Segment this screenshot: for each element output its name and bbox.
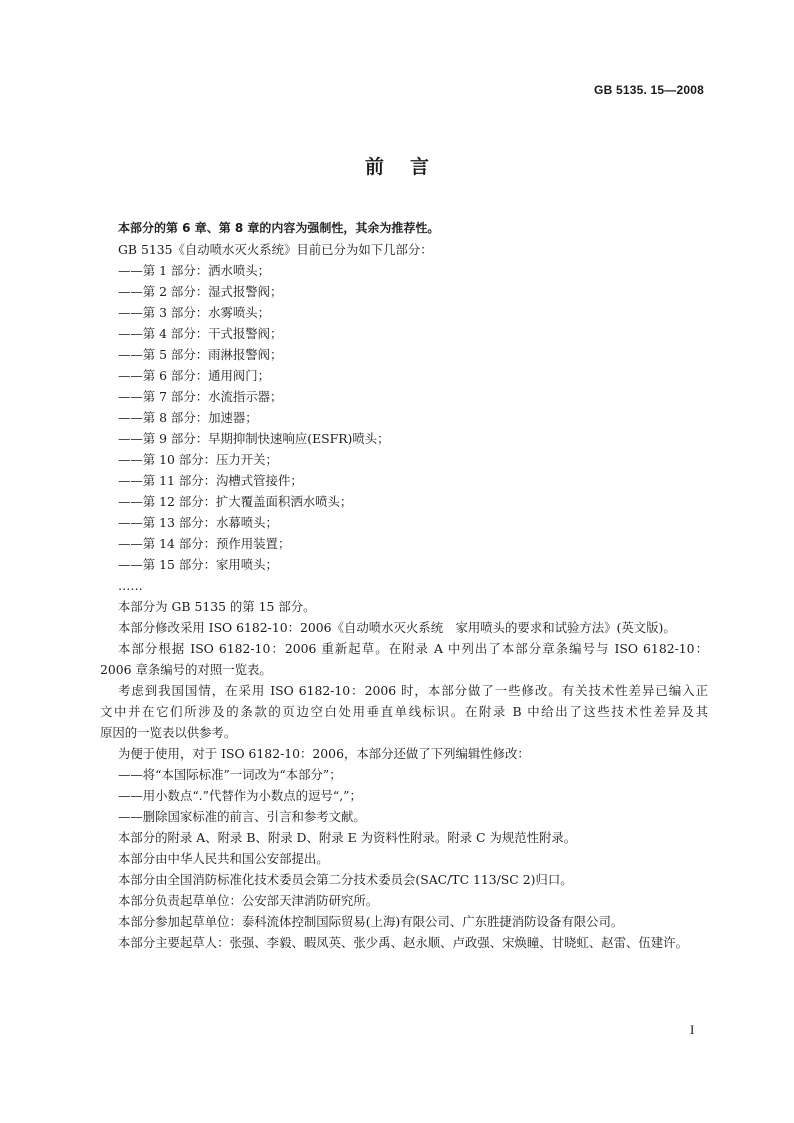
list-item: ——第 3 部分：水雾喷头； — [118, 305, 271, 320]
standard-code: GB 5135. 15—2008 — [594, 83, 704, 97]
list-item: ——第 13 部分：水幕喷头； — [118, 515, 278, 530]
list-item: ——将“本国际标准”一词改为“本部分”； — [118, 767, 342, 782]
national-conditions-line: 文中并在它们所涉及的条款的页边空白处用垂直单线标识。在附录 B 中给出了这些技术性差异及其 — [100, 704, 708, 719]
proposer-statement: 本部分由中华人民共和国公安部提出。 — [118, 851, 329, 866]
list-item: ——第 5 部分：雨淋报警阀； — [118, 347, 283, 362]
list-item: ——第 11 部分：沟槽式管接件； — [118, 473, 303, 488]
redraft-paragraph-line: 2006 章条编号的对照一览表。 — [100, 662, 272, 677]
participating-units-statement: 本部分参加起草单位：泰科流体控制国际贸易(上海)有限公司、广东胜捷消防设备有限公司。 — [118, 914, 624, 929]
list-item: ——第 6 部分：通用阀门； — [118, 368, 271, 383]
drafting-unit-statement: 本部分负责起草单位：公安部天津消防研究所。 — [118, 893, 379, 908]
list-item: ——第 15 部分：家用喷头； — [118, 557, 278, 572]
page-number: I — [690, 1022, 695, 1037]
document-body — [100, 218, 708, 953]
editorial-intro: 为便于使用，对于 ISO 6182-10：2006，本部分还做了下列编辑性修改： — [118, 746, 530, 761]
list-item: ——用小数点“.”代替作为小数点的逗号“,”； — [118, 788, 362, 803]
appendix-statement: 本部分的附录 A、附录 B、附录 D、附录 E 为资料性附录。附录 C 为规范性附录。 — [118, 830, 577, 845]
committee-statement: 本部分由全国消防标准化技术委员会第二分技术委员会(SAC/TC 113/SC 2)归口。 — [118, 872, 573, 887]
list-item: ——第 7 部分：水流指示器； — [118, 389, 283, 404]
parts-intro: GB 5135《自动喷水灭火系统》目前已分为如下几部分： — [118, 242, 433, 257]
closing-statements — [118, 827, 708, 953]
national-conditions-line: 原因的一览表以供参考。 — [100, 725, 237, 740]
list-item: ——第 10 部分：压力开关； — [118, 452, 278, 467]
list-item: ——第 1 部分：洒水喷头； — [118, 263, 271, 278]
drafters-statement: 本部分主要起草人：张强、李毅、暇凤英、张少禹、赵永顺、卢政强、宋焕瞳、甘晓虹、赵雷、伍建许。 — [118, 935, 688, 950]
list-item: ——第 4 部分：干式报警阀； — [118, 326, 283, 341]
parts-list — [118, 260, 708, 596]
list-item: ——第 9 部分：早期抑制快速响应(ESFR)喷头； — [118, 431, 390, 446]
mandatory-statement: 本部分的第 6 章、第 8 章的内容为强制性，其余为推荐性。 — [118, 221, 440, 235]
this-part-statement: 本部分为 GB 5135 的第 15 部分。 — [118, 599, 316, 614]
redraft-paragraph-line: 本部分根据 ISO 6182-10：2006 重新起草。在附录 A 中列出了本部分章条编号与 ISO 6182-10： — [118, 641, 708, 656]
list-item: ——第 8 部分：加速器； — [118, 410, 258, 425]
adoption-statement: 本部分修改采用 ISO 6182-10：2006《自动喷水灭火系统 家用喷头的要求和试验方法》(英文版)。 — [118, 620, 676, 635]
list-item: ——第 14 部分：预作用装置； — [118, 536, 291, 551]
list-item: ——第 2 部分：湿式报警阀； — [118, 284, 283, 299]
page-title: 前言 — [364, 156, 455, 178]
national-conditions-line: 考虑到我国国情，在采用 ISO 6182-10：2006 时，本部分做了一些修改。有关技术性差异已编入正 — [118, 683, 708, 698]
list-item: ——第 12 部分：扩大覆盖面积洒水喷头； — [118, 494, 353, 509]
list-item: ——删除国家标准的前言、引言和参考文献。 — [118, 809, 366, 824]
editorial-changes-list — [118, 764, 708, 827]
list-ellipsis: …… — [118, 578, 143, 593]
